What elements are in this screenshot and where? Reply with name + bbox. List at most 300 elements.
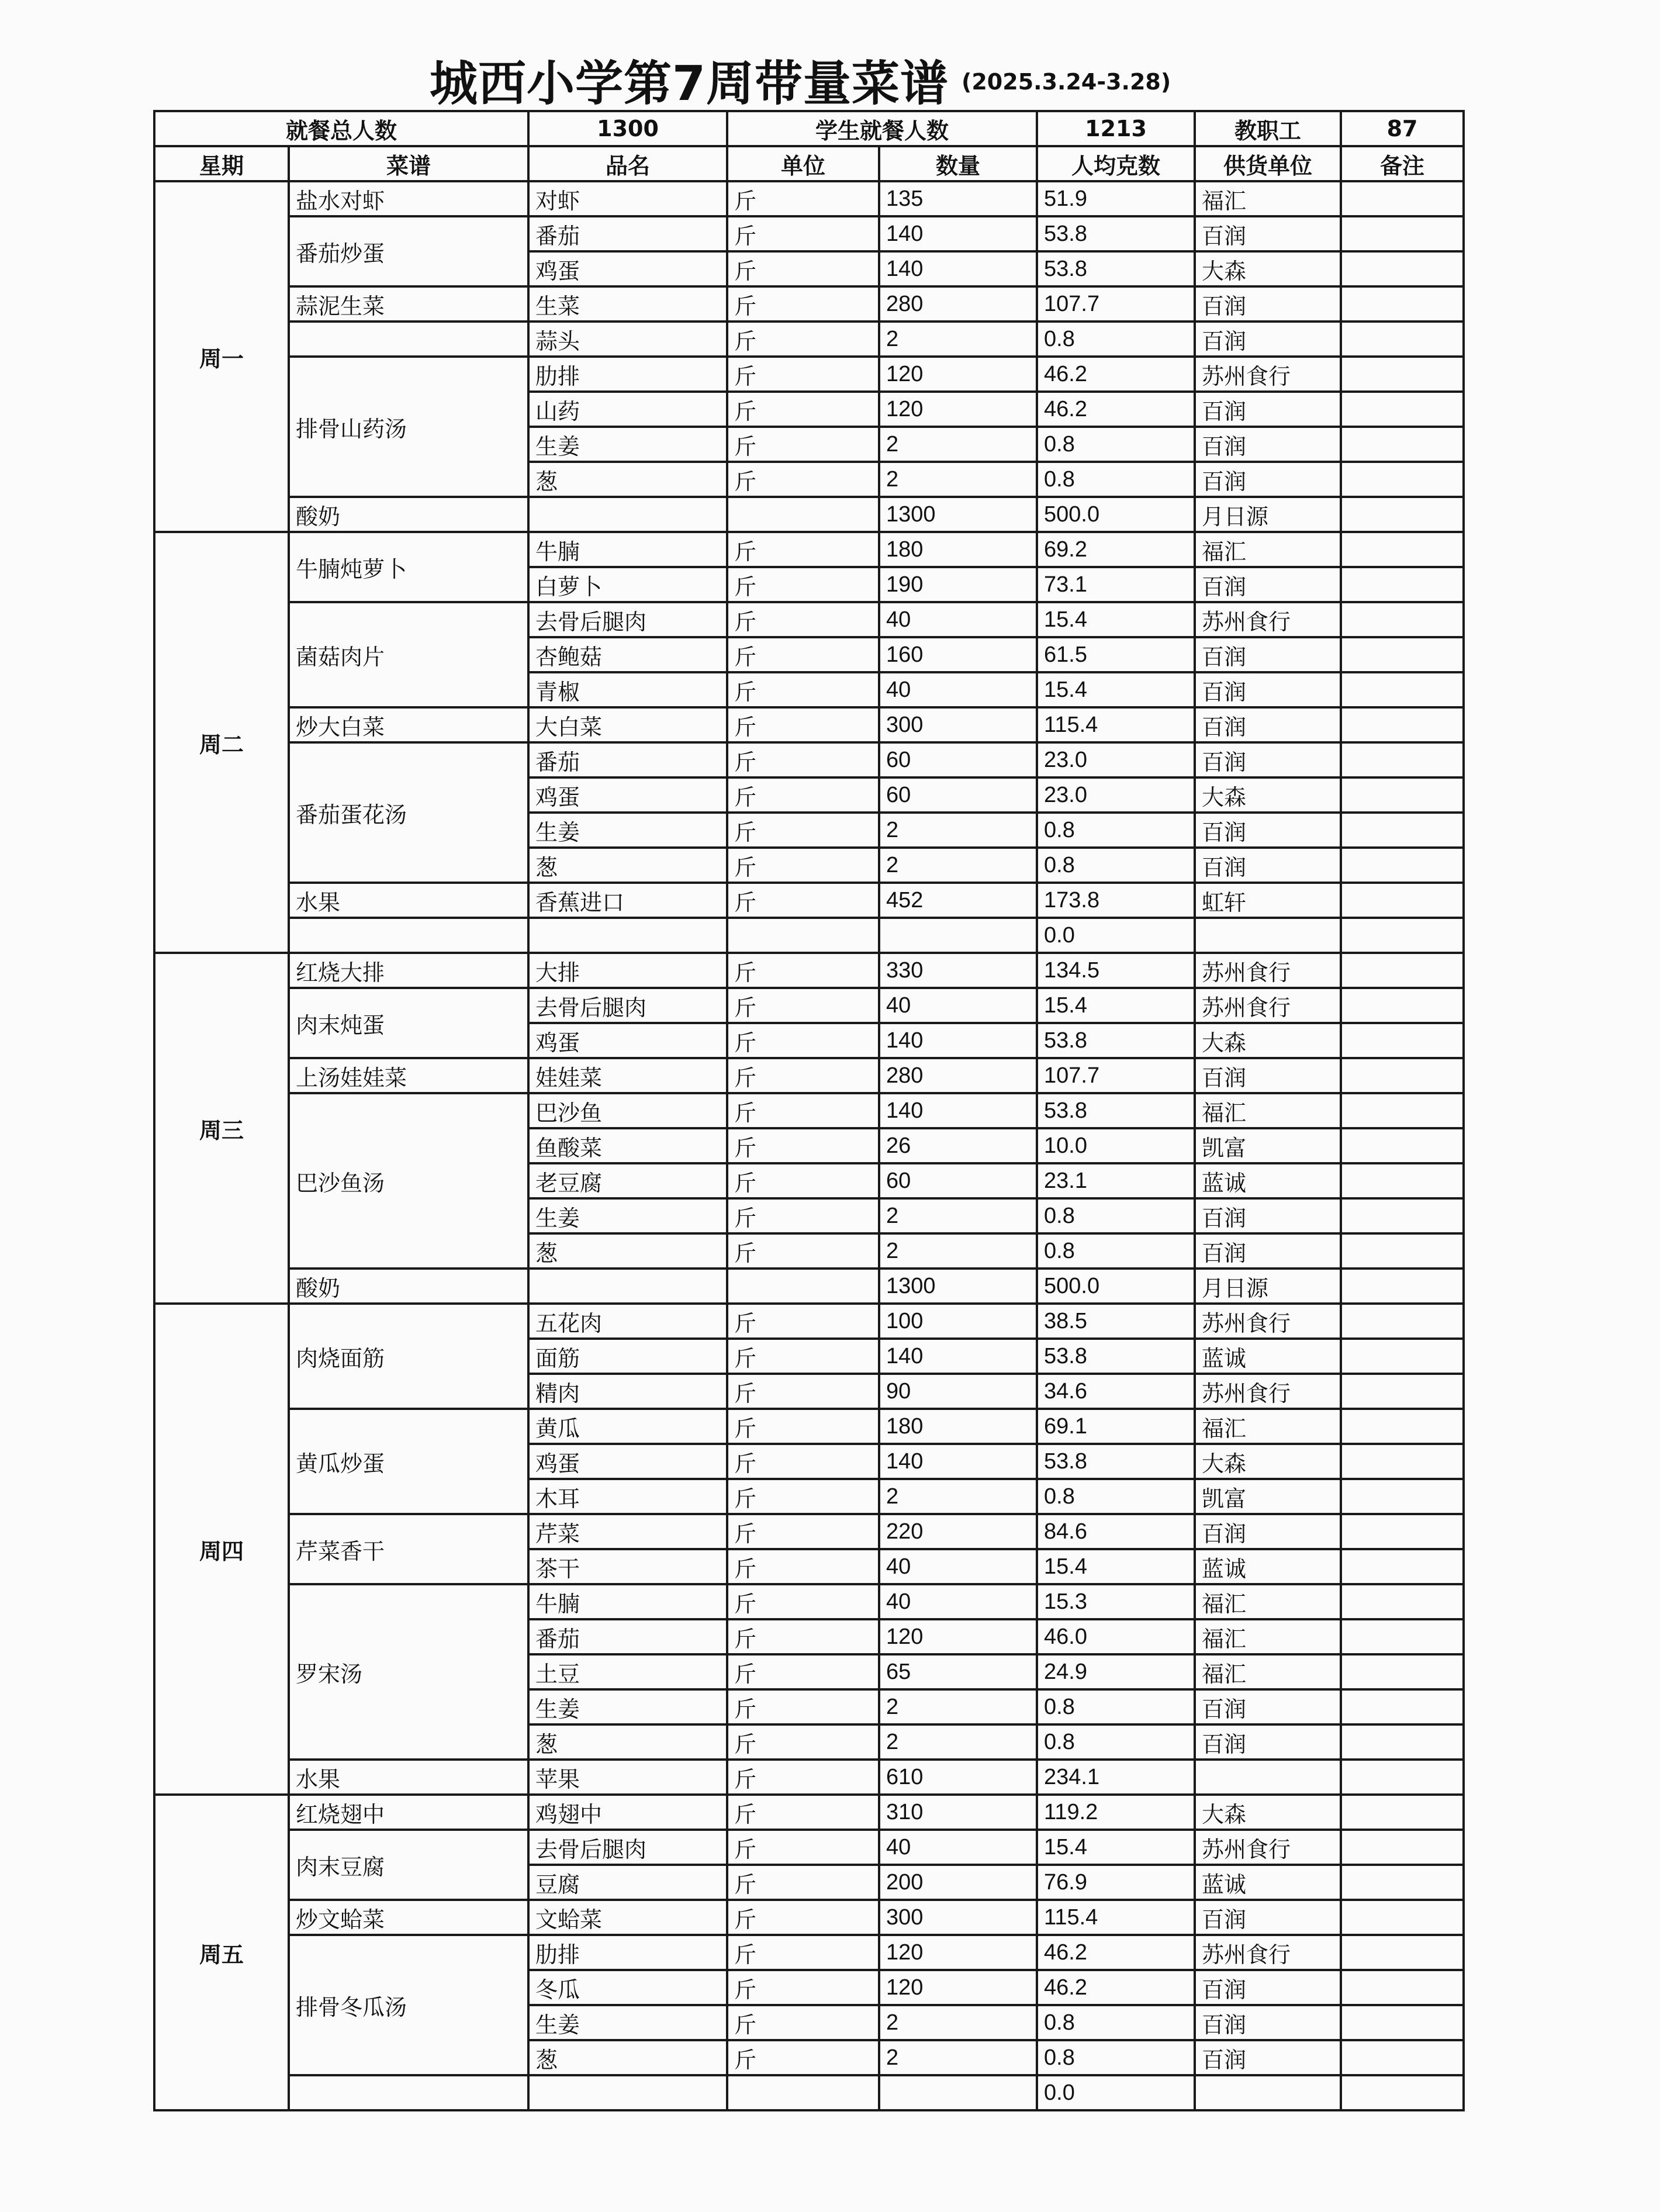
- per-person-cell: 15.3: [1037, 1584, 1195, 1619]
- per-person-cell: 107.7: [1037, 286, 1195, 322]
- unit-cell: 斤: [727, 848, 879, 883]
- dish-cell: 芹菜香干: [289, 1514, 528, 1584]
- qty-cell: 40: [879, 1584, 1037, 1619]
- qty-cell: 120: [879, 1619, 1037, 1654]
- unit-cell: 斤: [727, 1584, 879, 1619]
- qty-cell: 1300: [879, 497, 1037, 532]
- remark-cell: [1341, 1233, 1464, 1269]
- qty-cell: 100: [879, 1304, 1037, 1339]
- supplier-cell: 大森: [1195, 777, 1341, 813]
- supplier-cell: 苏州食行: [1195, 953, 1341, 988]
- day-cell: 周五: [154, 1795, 289, 2110]
- supplier-cell: 大森: [1195, 1023, 1341, 1058]
- remark-cell: [1341, 1830, 1464, 1865]
- remark-cell: [1341, 2075, 1464, 2110]
- table-row: [154, 1935, 1464, 1970]
- remark-cell: [1341, 637, 1464, 672]
- qty-cell: 190: [879, 567, 1037, 602]
- supplier-cell: 百润: [1195, 1233, 1341, 1269]
- item-cell: 鸡蛋: [528, 251, 727, 286]
- supplier-cell: 百润: [1195, 1970, 1341, 2005]
- per-person-cell: 0.8: [1037, 813, 1195, 848]
- dish-cell: 水果: [289, 1760, 528, 1795]
- unit-cell: 斤: [727, 1760, 879, 1795]
- dish-cell: 黄瓜炒蛋: [289, 1409, 528, 1514]
- unit-cell: 斤: [727, 286, 879, 322]
- student-diners-label: 学生就餐人数: [727, 111, 1037, 146]
- supplier-cell: 百润: [1195, 1689, 1341, 1724]
- item-cell: 大排: [528, 953, 727, 988]
- supplier-cell: 百润: [1195, 2040, 1341, 2075]
- qty-cell: 140: [879, 1339, 1037, 1374]
- unit-cell: 斤: [727, 1339, 879, 1374]
- supplier-cell: 福汇: [1195, 181, 1341, 216]
- item-cell: 黄瓜: [528, 1409, 727, 1444]
- supplier-cell: 苏州食行: [1195, 602, 1341, 637]
- supplier-cell: 凯富: [1195, 1128, 1341, 1163]
- dish-cell: 炒文蛤菜: [289, 1900, 528, 1935]
- qty-cell: 330: [879, 953, 1037, 988]
- supplier-cell: 百润: [1195, 707, 1341, 742]
- unit-cell: 斤: [727, 1900, 879, 1935]
- remark-cell: [1341, 1619, 1464, 1654]
- date-range: (2025.3.24-3.28): [962, 69, 1171, 95]
- per-person-cell: 46.2: [1037, 357, 1195, 392]
- per-person-cell: 500.0: [1037, 1269, 1195, 1304]
- item-cell: 蒜头: [528, 322, 727, 357]
- supplier-cell: 百润: [1195, 216, 1341, 251]
- header-item: 品名: [528, 146, 727, 181]
- table-row: [154, 1304, 1464, 1339]
- item-cell: 生姜: [528, 2005, 727, 2040]
- item-cell: 大白菜: [528, 707, 727, 742]
- supplier-cell: 百润: [1195, 427, 1341, 462]
- item-cell: 番茄: [528, 216, 727, 251]
- unit-cell: 斤: [727, 672, 879, 707]
- per-person-cell: 0.8: [1037, 1724, 1195, 1760]
- item-cell: 茶干: [528, 1549, 727, 1584]
- qty-cell: 60: [879, 742, 1037, 777]
- item-cell: 五花肉: [528, 1304, 727, 1339]
- qty-cell: 610: [879, 1760, 1037, 1795]
- header-unit: 单位: [727, 146, 879, 181]
- qty-cell: 40: [879, 602, 1037, 637]
- unit-cell: 斤: [727, 1023, 879, 1058]
- dish-cell: [289, 322, 528, 357]
- remark-cell: [1341, 1304, 1464, 1339]
- remark-cell: [1341, 181, 1464, 216]
- remark-cell: [1341, 357, 1464, 392]
- supplier-cell: 苏州食行: [1195, 1830, 1341, 1865]
- per-person-cell: 0.0: [1037, 2075, 1195, 2110]
- table-row: [154, 181, 1464, 216]
- remark-cell: [1341, 1865, 1464, 1900]
- unit-cell: 斤: [727, 216, 879, 251]
- qty-cell: 2: [879, 322, 1037, 357]
- supplier-cell: 百润: [1195, 1058, 1341, 1093]
- remark-cell: [1341, 1935, 1464, 1970]
- qty-cell: 2: [879, 462, 1037, 497]
- qty-cell: 140: [879, 1444, 1037, 1479]
- per-person-cell: 15.4: [1037, 602, 1195, 637]
- per-person-cell: 46.2: [1037, 392, 1195, 427]
- qty-cell: 300: [879, 707, 1037, 742]
- per-person-cell: 53.8: [1037, 216, 1195, 251]
- remark-cell: [1341, 2005, 1464, 2040]
- item-cell: 去骨后腿肉: [528, 1830, 727, 1865]
- unit-cell: 斤: [727, 1619, 879, 1654]
- item-cell: 葱: [528, 2040, 727, 2075]
- unit-cell: 斤: [727, 1479, 879, 1514]
- qty-cell: 280: [879, 286, 1037, 322]
- item-cell: 白萝卜: [528, 567, 727, 602]
- unit-cell: 斤: [727, 988, 879, 1023]
- table-row: [154, 357, 1464, 392]
- unit-cell: 斤: [727, 1304, 879, 1339]
- day-cell: 周四: [154, 1304, 289, 1795]
- table-row: [154, 2075, 1464, 2110]
- unit-cell: 斤: [727, 1093, 879, 1128]
- remark-cell: [1341, 322, 1464, 357]
- item-cell: 番茄: [528, 1619, 727, 1654]
- dish-cell: 牛腩炖萝卜: [289, 532, 528, 602]
- per-person-cell: 73.1: [1037, 567, 1195, 602]
- per-person-cell: 53.8: [1037, 1444, 1195, 1479]
- per-person-cell: 84.6: [1037, 1514, 1195, 1549]
- dish-cell: 番茄蛋花汤: [289, 742, 528, 883]
- remark-cell: [1341, 777, 1464, 813]
- supplier-cell: 苏州食行: [1195, 1374, 1341, 1409]
- per-person-cell: 0.8: [1037, 322, 1195, 357]
- unit-cell: [727, 918, 879, 953]
- remark-cell: [1341, 672, 1464, 707]
- remark-cell: [1341, 532, 1464, 567]
- qty-cell: 2: [879, 1689, 1037, 1724]
- per-person-cell: 0.8: [1037, 1198, 1195, 1233]
- remark-cell: [1341, 1128, 1464, 1163]
- per-person-cell: 15.4: [1037, 1549, 1195, 1584]
- unit-cell: 斤: [727, 1795, 879, 1830]
- dish-cell: 水果: [289, 883, 528, 918]
- staff-label: 教职工: [1195, 111, 1341, 146]
- item-cell: 生姜: [528, 1689, 727, 1724]
- supplier-cell: 福汇: [1195, 1409, 1341, 1444]
- unit-cell: 斤: [727, 777, 879, 813]
- qty-cell: 200: [879, 1865, 1037, 1900]
- item-cell: 生菜: [528, 286, 727, 322]
- table-row: [154, 497, 1464, 532]
- supplier-cell: [1195, 1760, 1341, 1795]
- per-person-cell: 38.5: [1037, 1304, 1195, 1339]
- qty-cell: 140: [879, 1093, 1037, 1128]
- qty-cell: 2: [879, 1724, 1037, 1760]
- supplier-cell: 福汇: [1195, 1619, 1341, 1654]
- supplier-cell: 百润: [1195, 1198, 1341, 1233]
- qty-cell: 40: [879, 1549, 1037, 1584]
- per-person-cell: 46.0: [1037, 1619, 1195, 1654]
- per-person-cell: 53.8: [1037, 1339, 1195, 1374]
- table-row: [154, 1058, 1464, 1093]
- remark-cell: [1341, 1198, 1464, 1233]
- total-diners-label: 就餐总人数: [154, 111, 528, 146]
- dish-cell: 番茄炒蛋: [289, 216, 528, 286]
- dish-cell: 酸奶: [289, 1269, 528, 1304]
- dish-cell: 盐水对虾: [289, 181, 528, 216]
- item-cell: 葱: [528, 848, 727, 883]
- remark-cell: [1341, 1724, 1464, 1760]
- remark-cell: [1341, 953, 1464, 988]
- header-day: 星期: [154, 146, 289, 181]
- unit-cell: 斤: [727, 1163, 879, 1198]
- supplier-cell: 凯富: [1195, 1479, 1341, 1514]
- item-cell: 巴沙鱼: [528, 1093, 727, 1128]
- qty-cell: 40: [879, 988, 1037, 1023]
- item-cell: 生姜: [528, 1198, 727, 1233]
- qty-cell: 120: [879, 357, 1037, 392]
- qty-cell: 65: [879, 1654, 1037, 1689]
- unit-cell: 斤: [727, 1514, 879, 1549]
- remark-cell: [1341, 1374, 1464, 1409]
- per-person-cell: 46.2: [1037, 1935, 1195, 1970]
- remark-cell: [1341, 1269, 1464, 1304]
- unit-cell: 斤: [727, 251, 879, 286]
- unit-cell: 斤: [727, 357, 879, 392]
- supplier-cell: 蓝诚: [1195, 1549, 1341, 1584]
- remark-cell: [1341, 1409, 1464, 1444]
- table-row: [154, 742, 1464, 777]
- qty-cell: 140: [879, 251, 1037, 286]
- qty-cell: 135: [879, 181, 1037, 216]
- item-cell: 鸡蛋: [528, 1444, 727, 1479]
- header-supplier: 供货单位: [1195, 146, 1341, 181]
- per-person-cell: 69.1: [1037, 1409, 1195, 1444]
- unit-cell: [727, 2075, 879, 2110]
- qty-cell: 280: [879, 1058, 1037, 1093]
- per-person-cell: 34.6: [1037, 1374, 1195, 1409]
- remark-cell: [1341, 988, 1464, 1023]
- per-person-cell: 53.8: [1037, 1093, 1195, 1128]
- per-person-cell: 119.2: [1037, 1795, 1195, 1830]
- qty-cell: 26: [879, 1128, 1037, 1163]
- dish-cell: 菌菇肉片: [289, 602, 528, 707]
- supplier-cell: [1195, 2075, 1341, 2110]
- item-cell: 葱: [528, 462, 727, 497]
- unit-cell: 斤: [727, 883, 879, 918]
- dish-cell: 肉末豆腐: [289, 1830, 528, 1900]
- item-cell: 杏鲍菇: [528, 637, 727, 672]
- item-cell: [528, 2075, 727, 2110]
- item-cell: 肋排: [528, 357, 727, 392]
- qty-cell: 40: [879, 672, 1037, 707]
- item-cell: 鱼酸菜: [528, 1128, 727, 1163]
- student-diners-value: 1213: [1037, 111, 1195, 146]
- day-cell: 周一: [154, 181, 289, 532]
- per-person-cell: 15.4: [1037, 1830, 1195, 1865]
- qty-cell: 452: [879, 883, 1037, 918]
- remark-cell: [1341, 251, 1464, 286]
- supplier-cell: 百润: [1195, 322, 1341, 357]
- staff-value: 87: [1341, 111, 1464, 146]
- qty-cell: 90: [879, 1374, 1037, 1409]
- supplier-cell: 月日源: [1195, 1269, 1341, 1304]
- item-cell: [528, 918, 727, 953]
- qty-cell: 40: [879, 1830, 1037, 1865]
- supplier-cell: 苏州食行: [1195, 357, 1341, 392]
- per-person-cell: 0.8: [1037, 848, 1195, 883]
- per-person-cell: 115.4: [1037, 1900, 1195, 1935]
- per-person-cell: 0.8: [1037, 2040, 1195, 2075]
- remark-cell: [1341, 1163, 1464, 1198]
- qty-cell: 2: [879, 2040, 1037, 2075]
- item-cell: 牛腩: [528, 532, 727, 567]
- item-cell: 鸡蛋: [528, 1023, 727, 1058]
- qty-cell: 2: [879, 1198, 1037, 1233]
- item-cell: 豆腐: [528, 1865, 727, 1900]
- supplier-cell: 百润: [1195, 1900, 1341, 1935]
- item-cell: 鸡翅中: [528, 1795, 727, 1830]
- unit-cell: 斤: [727, 322, 879, 357]
- qty-cell: 60: [879, 777, 1037, 813]
- unit-cell: [727, 497, 879, 532]
- table-row: [154, 532, 1464, 567]
- supplier-cell: 百润: [1195, 1724, 1341, 1760]
- item-cell: 文蛤菜: [528, 1900, 727, 1935]
- summary-row: [154, 111, 1464, 146]
- remark-cell: [1341, 848, 1464, 883]
- supplier-cell: 福汇: [1195, 532, 1341, 567]
- item-cell: 番茄: [528, 742, 727, 777]
- item-cell: 生姜: [528, 427, 727, 462]
- unit-cell: 斤: [727, 532, 879, 567]
- unit-cell: 斤: [727, 2005, 879, 2040]
- per-person-cell: 0.8: [1037, 1479, 1195, 1514]
- per-person-cell: 76.9: [1037, 1865, 1195, 1900]
- item-cell: 娃娃菜: [528, 1058, 727, 1093]
- unit-cell: 斤: [727, 602, 879, 637]
- table-row: [154, 1795, 1464, 1830]
- header-remark: 备注: [1341, 146, 1464, 181]
- qty-cell: 120: [879, 1935, 1037, 1970]
- table-row: [154, 216, 1464, 251]
- header-dish: 菜谱: [289, 146, 528, 181]
- remark-cell: [1341, 1093, 1464, 1128]
- dish-cell: 巴沙鱼汤: [289, 1093, 528, 1269]
- supplier-cell: 福汇: [1195, 1654, 1341, 1689]
- qty-cell: 300: [879, 1900, 1037, 1935]
- supplier-cell: 苏州食行: [1195, 988, 1341, 1023]
- per-person-cell: 15.4: [1037, 672, 1195, 707]
- unit-cell: 斤: [727, 1865, 879, 1900]
- table-row: [154, 883, 1464, 918]
- day-cell: 周二: [154, 532, 289, 953]
- per-person-cell: 24.9: [1037, 1654, 1195, 1689]
- unit-cell: 斤: [727, 707, 879, 742]
- table-row: [154, 1584, 1464, 1619]
- remark-cell: [1341, 1970, 1464, 2005]
- unit-cell: [727, 1269, 879, 1304]
- dish-cell: 炒大白菜: [289, 707, 528, 742]
- supplier-cell: 蓝诚: [1195, 1865, 1341, 1900]
- supplier-cell: 百润: [1195, 742, 1341, 777]
- per-person-cell: 0.0: [1037, 918, 1195, 953]
- qty-cell: 2: [879, 848, 1037, 883]
- item-cell: 牛腩: [528, 1584, 727, 1619]
- qty-cell: 140: [879, 1023, 1037, 1058]
- per-person-cell: 53.8: [1037, 251, 1195, 286]
- dish-cell: 罗宋汤: [289, 1584, 528, 1760]
- remark-cell: [1341, 602, 1464, 637]
- qty-cell: 310: [879, 1795, 1037, 1830]
- supplier-cell: 百润: [1195, 567, 1341, 602]
- unit-cell: 斤: [727, 1654, 879, 1689]
- item-cell: 去骨后腿肉: [528, 988, 727, 1023]
- supplier-cell: 大森: [1195, 251, 1341, 286]
- per-person-cell: 69.2: [1037, 532, 1195, 567]
- table-row: [154, 1830, 1464, 1865]
- table-row: [154, 1093, 1464, 1128]
- supplier-cell: 百润: [1195, 2005, 1341, 2040]
- item-cell: 葱: [528, 1724, 727, 1760]
- supplier-cell: 百润: [1195, 462, 1341, 497]
- per-person-cell: 0.8: [1037, 1233, 1195, 1269]
- total-diners-value: 1300: [528, 111, 727, 146]
- unit-cell: 斤: [727, 1128, 879, 1163]
- qty-cell: 2: [879, 427, 1037, 462]
- per-person-cell: 23.1: [1037, 1163, 1195, 1198]
- supplier-cell: 百润: [1195, 672, 1341, 707]
- remark-cell: [1341, 1760, 1464, 1795]
- remark-cell: [1341, 1900, 1464, 1935]
- unit-cell: 斤: [727, 1549, 879, 1584]
- remark-cell: [1341, 462, 1464, 497]
- remark-cell: [1341, 497, 1464, 532]
- table-row: [154, 286, 1464, 322]
- per-person-cell: 0.8: [1037, 427, 1195, 462]
- dish-cell: [289, 2075, 528, 2110]
- remark-cell: [1341, 707, 1464, 742]
- supplier-cell: 百润: [1195, 286, 1341, 322]
- qty-cell: 120: [879, 392, 1037, 427]
- item-cell: 苹果: [528, 1760, 727, 1795]
- per-person-cell: 234.1: [1037, 1760, 1195, 1795]
- unit-cell: 斤: [727, 1233, 879, 1269]
- table-row: [154, 1269, 1464, 1304]
- item-cell: 冬瓜: [528, 1970, 727, 2005]
- item-cell: 对虾: [528, 181, 727, 216]
- qty-cell: 180: [879, 532, 1037, 567]
- supplier-cell: 月日源: [1195, 497, 1341, 532]
- remark-cell: [1341, 1514, 1464, 1549]
- supplier-cell: 百润: [1195, 637, 1341, 672]
- qty-cell: 160: [879, 637, 1037, 672]
- unit-cell: 斤: [727, 462, 879, 497]
- menu-table: [153, 110, 1465, 2111]
- unit-cell: 斤: [727, 813, 879, 848]
- supplier-cell: 大森: [1195, 1795, 1341, 1830]
- remark-cell: [1341, 1444, 1464, 1479]
- item-cell: 精肉: [528, 1374, 727, 1409]
- supplier-cell: 苏州食行: [1195, 1935, 1341, 1970]
- supplier-cell: 福汇: [1195, 1093, 1341, 1128]
- unit-cell: 斤: [727, 2040, 879, 2075]
- item-cell: 山药: [528, 392, 727, 427]
- unit-cell: 斤: [727, 953, 879, 988]
- table-row: [154, 1760, 1464, 1795]
- remark-cell: [1341, 216, 1464, 251]
- unit-cell: 斤: [727, 1724, 879, 1760]
- remark-cell: [1341, 883, 1464, 918]
- unit-cell: 斤: [727, 181, 879, 216]
